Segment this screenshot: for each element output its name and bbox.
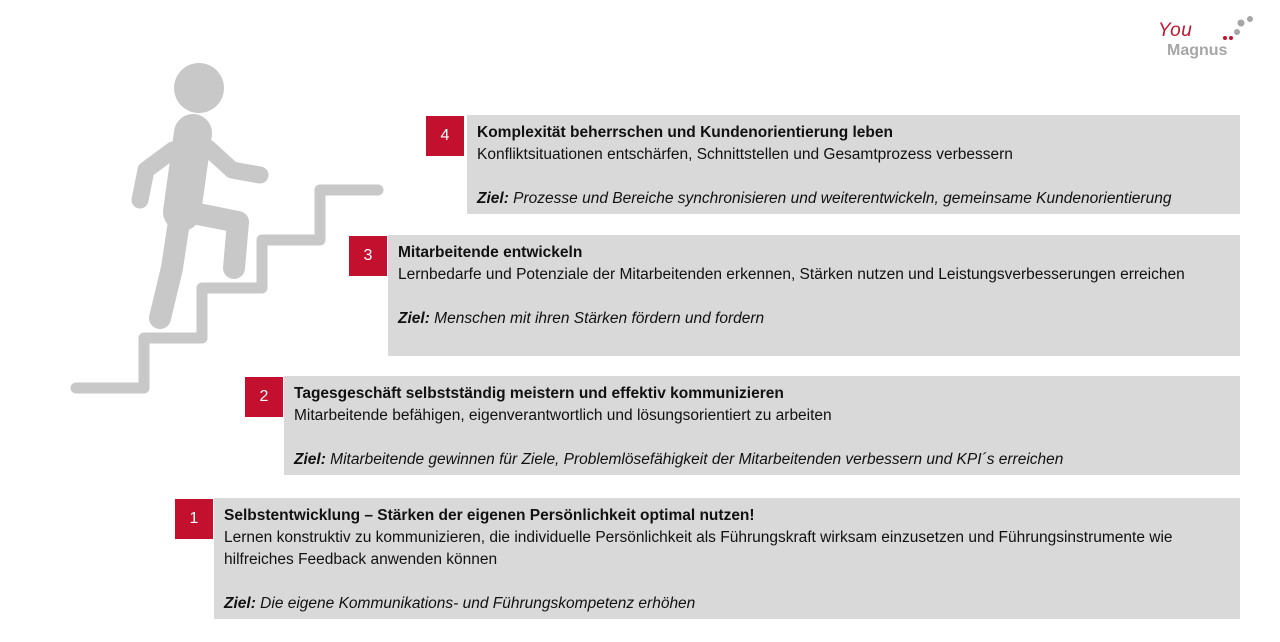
step-4-goal-label: Ziel: (477, 190, 509, 207)
step-3-description: Lernbedarfe und Potenziale der Mitarbeitenden erkennen, Stärken nutzen und Leistungsverbesserungen erreichen (398, 266, 1185, 283)
step-1-goal-text: Die eigene Kommunikations- und Führungskompetenz erhöhen (255, 595, 696, 612)
logo-you-text: You (1158, 20, 1193, 41)
step-3-goal-text: Menschen mit ihren Stärken fördern und fordern (429, 310, 765, 327)
step-2-number: 2 (245, 377, 283, 417)
logo (1155, 14, 1265, 66)
step-4-number: 4 (426, 116, 464, 156)
step-2-goal-text: Mitarbeitende gewinnen für Ziele, Problemlösefähigkeit der Mitarbeitenden verbessern und KPI´s erreichen (325, 451, 1064, 468)
step-1-title: Selbstentwicklung – Stärken der eigenen Persönlichkeit optimal nutzen! (224, 507, 755, 524)
step-2-box (284, 376, 1240, 475)
step-3-title: Mitarbeitende entwickeln (398, 244, 583, 261)
step-3-goal (398, 308, 1230, 330)
step-4-description: Konfliktsituationen entschärfen, Schnittstellen und Gesamtprozess verbessern (477, 146, 1013, 163)
step-4-goal (477, 188, 1230, 210)
step-1-box (214, 498, 1240, 619)
logo-magnus-text: Magnus (1167, 42, 1228, 59)
step-1-number: 1 (175, 499, 213, 539)
stair-climber-icon (60, 55, 400, 405)
step-2-description: Mitarbeitende befähigen, eigenverantwortlich und lösungsorientiert zu arbeiten (294, 407, 832, 424)
step-3-goal-label: Ziel: (398, 310, 430, 327)
step-1-description: Lernen konstruktiv zu kommunizieren, die individuelle Persönlichkeit als Führungskraft wirksam einzusetzen und Führungsinstrumente wie hilfreiches Feedback anwenden können (224, 529, 1173, 568)
step-2-goal (294, 449, 1230, 471)
step-4-box (467, 115, 1240, 214)
step-3-box (388, 235, 1240, 356)
step-4-goal-text: Prozesse und Bereiche synchronisieren und weiterentwickeln, gemeinsame Kundenorientierung (508, 190, 1172, 207)
step-4-title: Komplexität beherrschen und Kundenorientierung leben (477, 124, 893, 141)
step-1-goal (224, 593, 1230, 615)
step-3-number: 3 (349, 236, 387, 276)
step-1-goal-label: Ziel: (224, 595, 256, 612)
step-2-goal-label: Ziel: (294, 451, 326, 468)
step-2-title: Tagesgeschäft selbstständig meistern und effektiv kommunizieren (294, 385, 784, 402)
